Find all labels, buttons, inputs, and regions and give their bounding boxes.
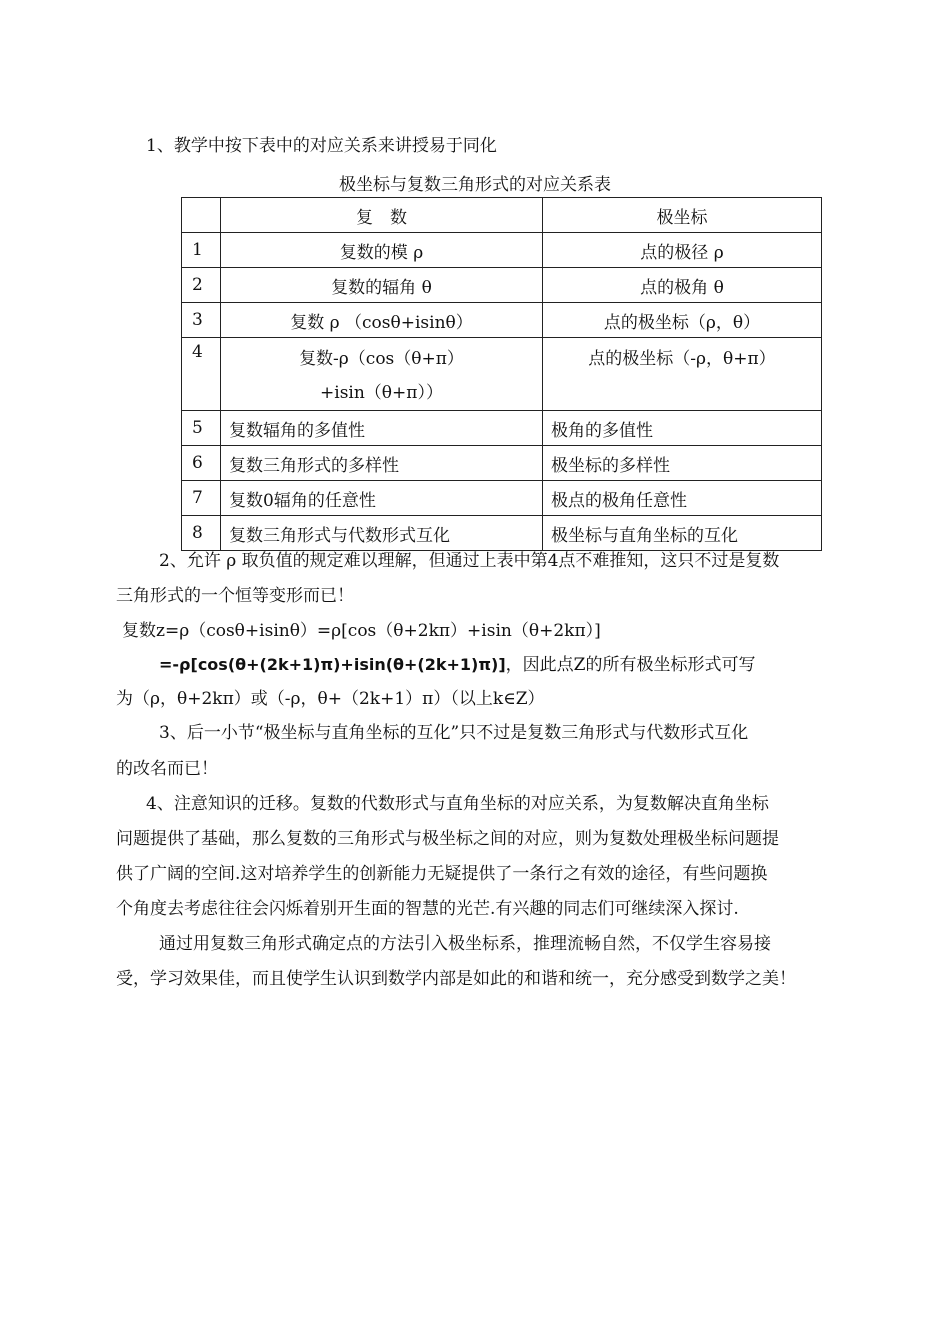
- summary-line-2: 受，学习效果佳，而且使学生认识到数学内部是如此的和谐和统一，充分感受到数学之美！: [116, 969, 796, 989]
- point-4-line-2: 问题提供了基础，那么复数的三角形式与极坐标之间的对应，则为复数处理极坐标问题提: [116, 829, 779, 849]
- complex-cell: 复数0辐角的任意性: [221, 481, 543, 516]
- point-3-line-1: 3、后一小节“极坐标与直角坐标的互化”只不过是复数三角形式与代数形式互化: [159, 723, 749, 743]
- point-4-line-3: 供了广阔的空间.这对培养学生的创新能力无疑提供了一条行之有效的途径，有些问题换: [116, 864, 768, 884]
- header-complex: 复 数: [221, 198, 543, 233]
- row-number: 3: [182, 303, 221, 338]
- table-row: [182, 268, 822, 303]
- row-number: 6: [182, 446, 221, 481]
- row-number: 7: [182, 481, 221, 516]
- polar-cell-text: 点的极坐标（-ρ，θ+π）: [588, 349, 776, 369]
- point-1-text: 1、教学中按下表中的对应关系来讲授易于同化: [146, 136, 497, 156]
- polar-cell: 极坐标的多样性: [543, 446, 822, 481]
- formula-line-3: 为（ρ，θ+2kπ）或（-ρ，θ+（2k+1）π）（以上k∈Z）: [116, 689, 545, 709]
- table-row: [182, 338, 822, 411]
- complex-cell: 复数辐角的多值性: [221, 411, 543, 446]
- complex-cell: 复数的模 ρ: [221, 233, 543, 268]
- row-number: 8: [182, 516, 221, 551]
- complex-cell: 复数的辐角 θ: [221, 268, 543, 303]
- row-number: 2: [182, 268, 221, 303]
- table-row: [182, 516, 822, 551]
- point-4-line-1: 4、注意知识的迁移。复数的代数形式与直角坐标的对应关系，为复数解决直角坐标: [146, 794, 769, 814]
- table-header-row: [182, 198, 822, 233]
- polar-cell: 点的极角 θ: [543, 268, 822, 303]
- correspondence-table: [181, 197, 822, 551]
- polar-cell: 极角的多值性: [543, 411, 822, 446]
- formula-math: =-ρ[cos(θ+(2k+1)π)+isin(θ+(2k+1)π)]: [159, 655, 506, 674]
- complex-cell: 复数三角形式的多样性: [221, 446, 543, 481]
- complex-cell: 复数 ρ （cosθ+isinθ）: [221, 303, 543, 338]
- formula-text: ，因此点Z的所有极坐标形式可写: [505, 655, 756, 675]
- row-number: 1: [182, 233, 221, 268]
- table-row: [182, 481, 822, 516]
- header-polar: 极坐标: [543, 198, 822, 233]
- table-row: [182, 411, 822, 446]
- polar-cell: 极点的极角任意性: [543, 481, 822, 516]
- complex-cell: [221, 338, 543, 411]
- polar-cell: 极坐标与直角坐标的互化: [543, 516, 822, 551]
- polar-cell: 点的极坐标（ρ，θ）: [543, 303, 822, 338]
- row-number: 5: [182, 411, 221, 446]
- summary-line-1: 通过用复数三角形式确定点的方法引入极坐标系，推理流畅自然，不仅学生容易接: [159, 934, 771, 954]
- row-number: 4: [182, 338, 221, 411]
- header-index: [182, 198, 221, 233]
- table-row: [182, 233, 822, 268]
- complex-cell-line-2: +isin（θ+π））: [320, 383, 443, 403]
- point-4-line-4: 个角度去考虑往往会闪烁着别开生面的智慧的光芒.有兴趣的同志们可继续深入探讨.: [116, 899, 739, 919]
- polar-cell: [543, 338, 822, 411]
- table-row: [182, 446, 822, 481]
- point-2-line-2: 三角形式的一个恒等变形而已！: [116, 586, 354, 606]
- polar-cell: 点的极径 ρ: [543, 233, 822, 268]
- formula-line-2: [159, 653, 755, 677]
- complex-cell-line-1: 复数-ρ（cos（θ+π）: [299, 349, 464, 369]
- complex-cell: 复数三角形式与代数形式互化: [221, 516, 543, 551]
- point-3-line-2: 的改名而已！: [116, 759, 218, 779]
- table-row: [182, 303, 822, 338]
- formula-line-1: 复数z=ρ（cosθ+isinθ）=ρ[cos（θ+2kπ）+isin（θ+2kπ）]: [122, 621, 601, 641]
- table-caption: 极坐标与复数三角形式的对应关系表: [339, 175, 611, 195]
- point-2-line-1: 2、允许 ρ 取负值的规定难以理解，但通过上表中第4点不难推知，这只不过是复数: [159, 551, 780, 571]
